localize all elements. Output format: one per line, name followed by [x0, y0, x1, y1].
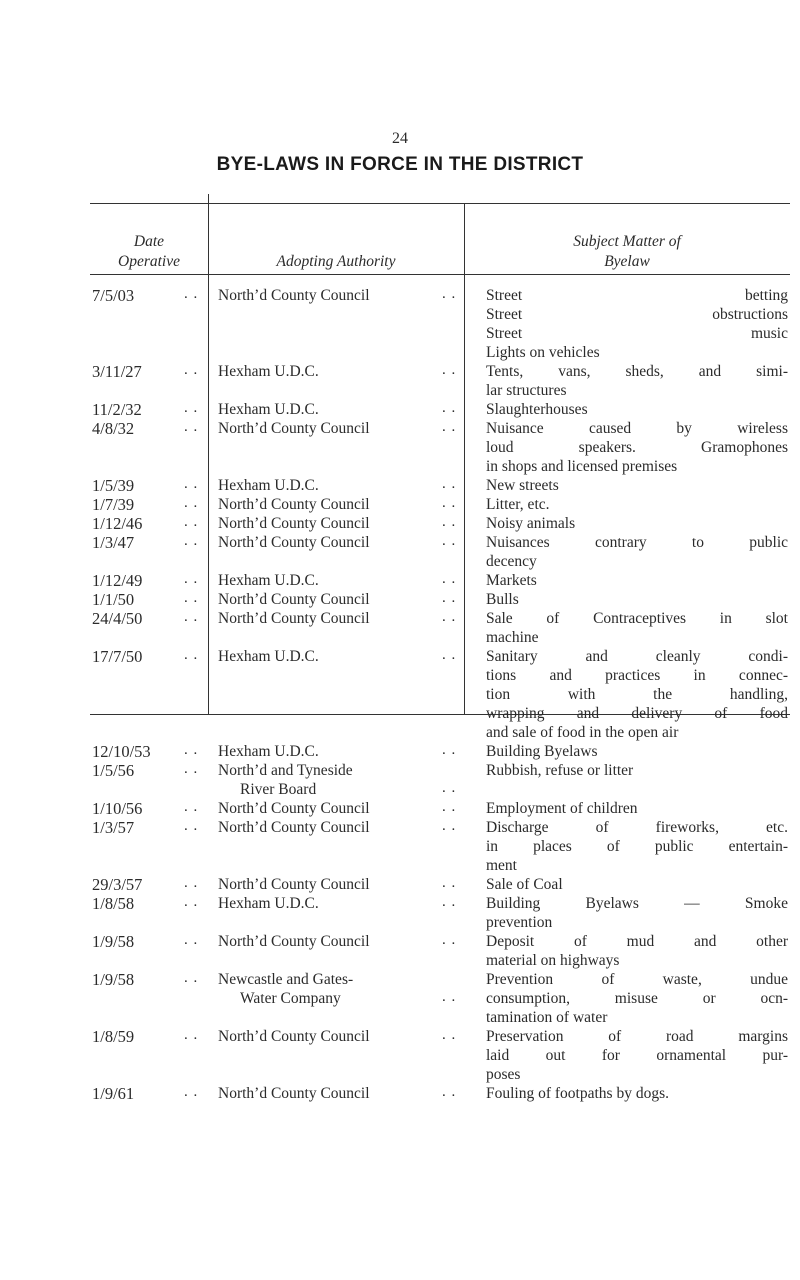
- subject-line: and sale of food in the open air: [486, 724, 679, 741]
- date-cell: 7/5/03: [92, 286, 135, 305]
- date-cell: 1/5/56: [92, 761, 135, 780]
- header-date-line-1: Date: [133, 233, 165, 250]
- subject-cell: [486, 742, 788, 761]
- authority-leader: . .: [442, 742, 457, 758]
- authority-cell: Water Company: [240, 990, 341, 1007]
- date-leader: . .: [184, 419, 199, 435]
- authority-leader: . .: [442, 400, 457, 416]
- column-divider-1: [208, 194, 209, 714]
- date-leader: . .: [184, 400, 199, 416]
- subject-line: Markets: [486, 572, 537, 589]
- date-leader: . .: [184, 742, 199, 758]
- authority-leader: . .: [442, 1084, 457, 1100]
- page-number: 24: [392, 130, 408, 147]
- authority-leader: . .: [442, 780, 457, 796]
- date-cell: 1/9/58: [92, 970, 135, 989]
- date-cell: 1/3/47: [92, 533, 135, 552]
- subject-cell: [486, 286, 788, 362]
- subject-cell: [486, 1084, 788, 1103]
- authority-cell: North’d County Council: [218, 496, 370, 513]
- date-leader: . .: [184, 609, 199, 625]
- date-cell: 24/4/50: [92, 609, 143, 628]
- date-leader: . .: [184, 571, 199, 587]
- top-rule: [90, 203, 790, 204]
- date-cell: 4/8/32: [92, 419, 135, 438]
- date-leader: . .: [184, 799, 199, 815]
- subject-line: Slaughterhouses: [486, 401, 588, 418]
- subject-line: tions and practices in connec-: [486, 667, 788, 684]
- authority-leader: . .: [442, 476, 457, 492]
- date-cell: 1/5/39: [92, 476, 135, 495]
- subject-cell: [486, 514, 788, 533]
- subject-line: tion with the handling,: [486, 686, 788, 703]
- subject-line: Nuisance caused by wireless: [486, 420, 788, 437]
- subject-line: Deposit of mud and other: [486, 933, 788, 950]
- subject-line: Prevention of waste, undue: [486, 971, 788, 988]
- subject-cell: [486, 590, 788, 609]
- header-authority: Adopting Authority: [276, 253, 396, 270]
- subject-cell: [486, 761, 788, 780]
- authority-cell: North’d County Council: [218, 800, 370, 817]
- subject-line: material on highways: [486, 952, 620, 969]
- authority-leader: . .: [442, 989, 457, 1005]
- authority-cell: Hexham U.D.C.: [218, 477, 319, 494]
- subject-line: Bulls: [486, 591, 519, 608]
- header-subject: [464, 232, 790, 272]
- header-subject-line-1: Subject Matter of: [573, 233, 681, 250]
- authority-cell: North’d County Council: [218, 933, 370, 950]
- date-cell: 1/12/49: [92, 571, 143, 590]
- date-cell: 11/2/32: [92, 400, 142, 419]
- date-cell: 1/1/50: [92, 590, 135, 609]
- date-cell: 1/8/59: [92, 1027, 135, 1046]
- authority-cell: River Board: [240, 781, 317, 798]
- subject-cell: [486, 400, 788, 419]
- date-leader: . .: [184, 514, 199, 530]
- subject-line: consumption, misuse or ocn-: [486, 990, 788, 1007]
- date-leader: . .: [184, 495, 199, 511]
- date-leader: . .: [184, 1084, 199, 1100]
- subject-line: Street obstructions: [486, 306, 788, 323]
- subject-cell: [486, 818, 788, 875]
- date-cell: 1/10/56: [92, 799, 143, 818]
- subject-line: wrapping and delivery of food: [486, 705, 788, 722]
- subject-cell: [486, 894, 788, 932]
- date-cell: 1/3/57: [92, 818, 135, 837]
- authority-leader: . .: [442, 818, 457, 834]
- authority-cell: Newcastle and Gates-: [218, 971, 354, 988]
- subject-cell: [486, 875, 788, 894]
- authority-leader: . .: [442, 590, 457, 606]
- authority-leader: . .: [442, 875, 457, 891]
- subject-line: Building Byelaws: [486, 743, 598, 760]
- subject-line: poses: [486, 1066, 521, 1083]
- authority-leader: . .: [442, 362, 457, 378]
- date-leader: . .: [184, 590, 199, 606]
- subject-line: Preservation of road margins: [486, 1028, 788, 1045]
- date-leader: . .: [184, 932, 199, 948]
- subject-line: Nuisances contrary to public: [486, 534, 788, 551]
- date-leader: . .: [184, 970, 199, 986]
- byelaws-table: [90, 200, 790, 1103]
- authority-cell: North’d County Council: [218, 1085, 370, 1102]
- authority-leader: . .: [442, 1027, 457, 1043]
- date-leader: . .: [184, 818, 199, 834]
- date-leader: . .: [184, 1027, 199, 1043]
- date-leader: . .: [184, 286, 199, 302]
- date-cell: 17/7/50: [92, 647, 143, 666]
- date-cell: 1/12/46: [92, 514, 143, 533]
- date-cell: 1/9/58: [92, 932, 135, 951]
- subject-cell: [486, 362, 788, 400]
- subject-cell: [486, 799, 788, 818]
- subject-line: decency: [486, 553, 537, 570]
- subject-line: laid out for ornamental pur-: [486, 1047, 788, 1064]
- authority-cell: Hexham U.D.C.: [218, 648, 319, 665]
- authority-leader: . .: [442, 419, 457, 435]
- authority-cell: North’d County Council: [218, 287, 370, 304]
- authority-leader: . .: [442, 894, 457, 910]
- subject-line: in places of public entertain-: [486, 838, 788, 855]
- subject-line: Building Byelaws — Smoke: [486, 895, 788, 912]
- subject-line: Sale of Coal: [486, 876, 563, 893]
- authority-cell: North’d County Council: [218, 1028, 370, 1045]
- date-cell: 29/3/57: [92, 875, 143, 894]
- subject-line: ment: [486, 857, 517, 874]
- subject-cell: [486, 533, 788, 571]
- authority-cell: Hexham U.D.C.: [218, 895, 319, 912]
- subject-line: Lights on vehicles: [486, 344, 600, 361]
- authority-cell: Hexham U.D.C.: [218, 363, 319, 380]
- authority-leader: . .: [442, 495, 457, 511]
- date-leader: . .: [184, 533, 199, 549]
- subject-line: Sanitary and cleanly condi-: [486, 648, 788, 665]
- authority-cell: North’d and Tyneside: [218, 762, 353, 779]
- date-cell: 3/11/27: [92, 362, 142, 381]
- date-leader: . .: [184, 476, 199, 492]
- date-leader: . .: [184, 894, 199, 910]
- subject-line: Noisy animals: [486, 515, 576, 532]
- subject-line: Street betting: [486, 287, 788, 304]
- subject-line: lar structures: [486, 382, 567, 399]
- page-title: BYE-LAWS IN FORCE IN THE DISTRICT: [216, 154, 584, 175]
- authority-leader: . .: [442, 533, 457, 549]
- subject-line: New streets: [486, 477, 559, 494]
- authority-cell: North’d County Council: [218, 534, 370, 551]
- authority-cell: North’d County Council: [218, 819, 370, 836]
- authority-leader: . .: [442, 647, 457, 663]
- authority-cell: Hexham U.D.C.: [218, 401, 319, 418]
- subject-line: Discharge of fireworks, etc.: [486, 819, 788, 836]
- header-rule: [90, 274, 790, 275]
- date-leader: . .: [184, 362, 199, 378]
- subject-line: Sale of Contraceptives in slot: [486, 610, 788, 627]
- authority-cell: North’d County Council: [218, 610, 370, 627]
- authority-cell: Hexham U.D.C.: [218, 743, 319, 760]
- date-cell: 1/8/58: [92, 894, 135, 913]
- header-date-line-2: Operative: [118, 253, 180, 270]
- subject-cell: [486, 419, 788, 476]
- date-cell: 12/10/53: [92, 742, 151, 761]
- date-cell: 1/9/61: [92, 1084, 135, 1103]
- authority-cell: North’d County Council: [218, 591, 370, 608]
- header-subject-line-2: Byelaw: [604, 253, 650, 270]
- authority-leader: . .: [442, 571, 457, 587]
- date-cell: 1/7/39: [92, 495, 135, 514]
- subject-line: machine: [486, 629, 539, 646]
- date-leader: . .: [184, 647, 199, 663]
- subject-line: Rubbish, refuse or litter: [486, 762, 634, 779]
- header-date: [90, 232, 208, 272]
- authority-leader: . .: [442, 609, 457, 625]
- subject-line: prevention: [486, 914, 553, 931]
- authority-leader: . .: [442, 286, 457, 302]
- subject-cell: [486, 609, 788, 647]
- authority-leader: . .: [442, 932, 457, 948]
- subject-line: Litter, etc.: [486, 496, 550, 513]
- date-leader: . .: [184, 875, 199, 891]
- subject-line: Employment of children: [486, 800, 638, 817]
- authority-cell: North’d County Council: [218, 420, 370, 437]
- subject-cell: [486, 1027, 788, 1084]
- subject-cell: [486, 932, 788, 970]
- subject-cell: [486, 970, 788, 1027]
- subject-cell: [486, 476, 788, 495]
- subject-line: Street music: [486, 325, 788, 342]
- authority-leader: . .: [442, 514, 457, 530]
- authority-cell: North’d County Council: [218, 515, 370, 532]
- column-divider-2: [464, 203, 465, 714]
- subject-cell: [486, 647, 788, 742]
- subject-cell: [486, 571, 788, 590]
- authority-cell: Hexham U.D.C.: [218, 572, 319, 589]
- subject-line: tamination of water: [486, 1009, 608, 1026]
- subject-line: Tents, vans, sheds, and simi-: [486, 363, 788, 380]
- authority-leader: . .: [442, 799, 457, 815]
- subject-line: in shops and licensed premises: [486, 458, 678, 475]
- subject-cell: [486, 495, 788, 514]
- subject-line: Fouling of footpaths by dogs.: [486, 1085, 669, 1102]
- authority-cell: North’d County Council: [218, 876, 370, 893]
- date-leader: . .: [184, 761, 199, 777]
- subject-line: loud speakers. Gramophones: [486, 439, 788, 456]
